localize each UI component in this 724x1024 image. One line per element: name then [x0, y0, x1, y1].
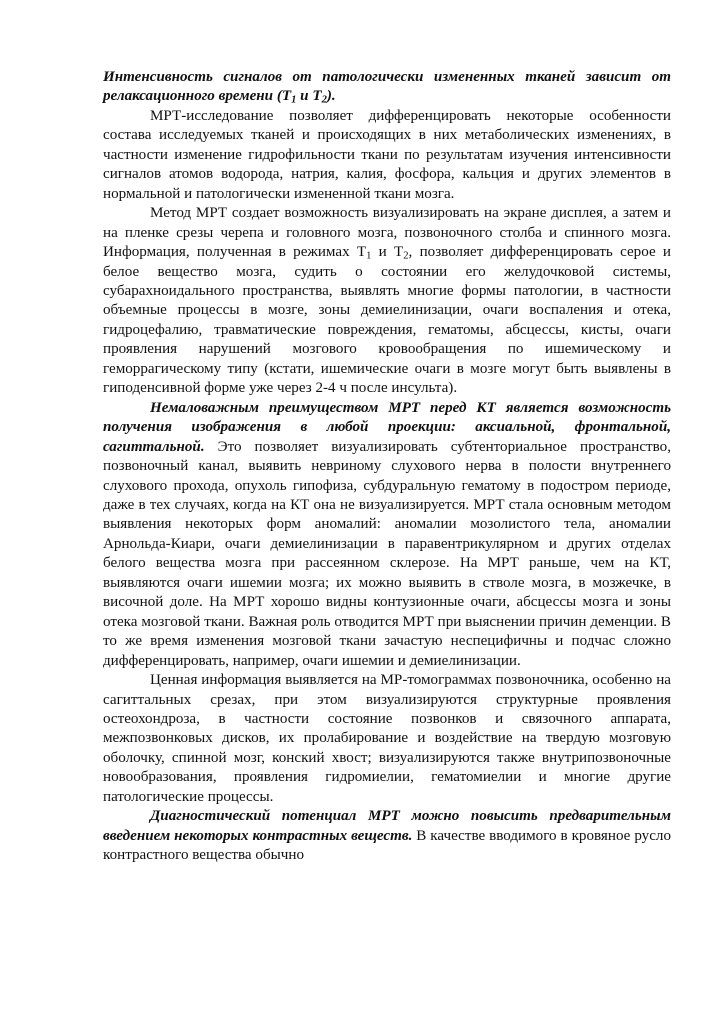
paragraph-spine-imaging: Ценная информация выявляется на МР-томограммах позвоночника, особенно на сагиттальных срезах, при этом визуализируются структурные проявления остеохондроза, в частности состояние позвонков и связочного аппарата, межпозвонковых дисков, их пролабирование и воздействие на твердую мозговую оболочку, спинной мозг, конский хвост; визуализируются также внутрипозвоночные новообразования, проявления гидромиелии, гематомиелии и многие другие патологические процессы.	[103, 672, 671, 805]
paragraph-mri-study: МРТ-исследование позволяет дифференцировать некоторые особенности состава исследуемых тканей и происходящих в них метаболических изменениях, в частности изменение гидрофильности ткани по результатам изучения интенсивности сигналов атомов водорода, натрия, калия, фосфора, кальция и других элементов в нормальной и патологически измененной ткани мозга.	[103, 107, 671, 202]
paragraph-mri-advantage: Немаловажным преимуществом МРТ перед КТ является возможность получения изображения в любой проекции: аксиальной, фронтальной, сагиттальной. Это позволяет визуализировать субтенториальное пространство, позвоночный канал, выявить невриному слухового нерва в полости внутреннего слухового прохода, опухоль гипофиза, субдуральную гематому в подостром периоде, даже в тех случаях, когда на КТ она не визуализируется. МРТ стала основным методом выявления некоторых форм аномалий: аномалии мозолистого тела, аномалии Арнольда-Киари, очаги демиелинизации в паравентрикулярном и других отделах белого вещества мозга при рассеянном склерозе. На МРТ раньше, чем на КТ, выявляются очаги ишемии мозга; их можно выявить в стволе мозга, в мозжечке, в височной доле. На МРТ хорошо видны контузионные очаги, абсцессы мозга и зоны отека мозговой ткани. Важная роль отводится МРТ при выяснении причин деменции. В то же время изменения мозговой ткани зачастую неспецифичны и подчас сложно дифференцировать, например, очаги ишемии и демиелинизации.	[103, 399, 671, 669]
section-heading: Интенсивность сигналов от патологически измененных тканей зависит от релаксационного времени ($T_1$ и $T_2$).	[103, 69, 671, 107]
emphasis-text: Диагностический потенциал МРТ можно повысить предварительным введением некоторых контрастных веществ.	[103, 808, 671, 844]
paragraph-mri-method: Метод МРТ создает возможность визуализировать на экране дисплея, а затем и на пленке срезы черепа и головного мозга, позвоночного столба и спинного мозга. Информация, полученная в режимах $T_1$ и $T_2$, позволяет дифференцировать серое и белое вещество мозга, судить о состоянии его желудочковой системы, субарахноидального пространства, выявлять многие формы патологии, в частности объемные процессы в мозге, зоны демиелинизации, очаги воспаления и отека, гидроцефалию, травматические повреждения, гематомы, абсцессы, кисты, очаги проявления нарушений мозгового кровообращения по ишемическому и геморрагическому типу (кстати, ишемические очаги в мозге могут быть выявлены в гиподенсивной форме уже через 2-4 ч после инсульта).	[103, 205, 671, 397]
paragraph-contrast: Диагностический потенциал МРТ можно повысить предварительным введением некоторых контрастных веществ. В качестве вводимого в кровяное русло контрастного вещества обычно	[103, 808, 671, 864]
emphasis-text: Немаловажным преимуществом МРТ перед КТ является возможность получения изображения в любой проекции: аксиальной, фронтальной, сагиттальной.	[103, 399, 671, 455]
document-page	[103, 68, 671, 866]
